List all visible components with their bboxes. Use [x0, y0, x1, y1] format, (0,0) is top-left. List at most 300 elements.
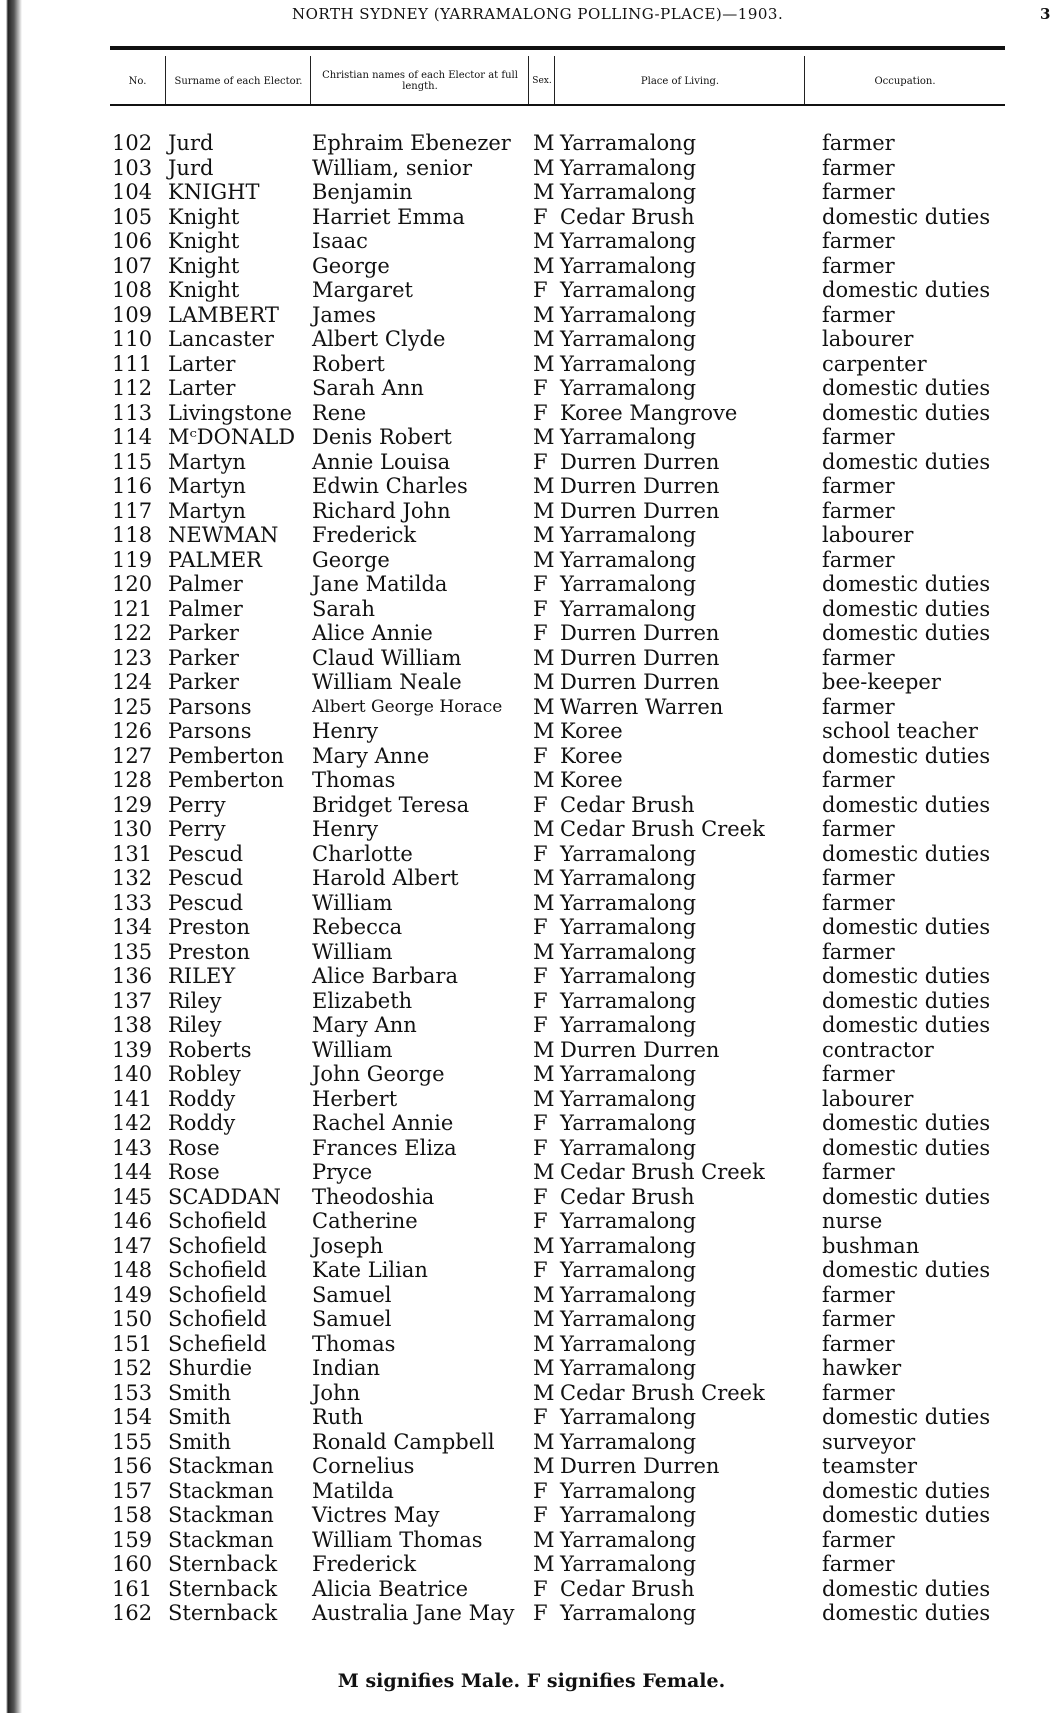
- elector-number: 138: [112, 1013, 153, 1037]
- elector-place: Yarramalong: [560, 1429, 697, 1454]
- elector-row: [0, 499, 1063, 523]
- elector-number: 162: [112, 1601, 153, 1625]
- elector-occupation: farmer: [822, 1331, 895, 1356]
- elector-number: 144: [112, 1160, 153, 1184]
- elector-sex: F: [533, 376, 548, 400]
- elector-occupation: contractor: [822, 1037, 934, 1062]
- elector-number: 155: [112, 1429, 153, 1454]
- elector-christian-names: Mary Anne: [312, 743, 430, 768]
- elector-sex: M: [533, 890, 555, 915]
- elector-place: Yarramalong: [560, 229, 697, 253]
- elector-surname: Rose: [168, 1160, 220, 1184]
- elector-row: [0, 670, 1063, 694]
- column-header-rule: [110, 104, 1005, 106]
- elector-christian-names: Sarah: [312, 596, 375, 621]
- elector-christian-names: Catherine: [312, 1209, 418, 1233]
- elector-occupation: nurse: [822, 1209, 883, 1233]
- elector-number: 134: [112, 915, 153, 939]
- elector-row: [0, 1601, 1063, 1625]
- elector-surname: Smith: [168, 1380, 231, 1405]
- elector-sex: M: [533, 523, 555, 547]
- elector-christian-names: Henry: [312, 817, 379, 841]
- elector-sex: M: [533, 694, 555, 719]
- elector-sex: F: [533, 841, 548, 866]
- elector-number: 133: [112, 890, 153, 915]
- elector-number: 161: [112, 1576, 153, 1601]
- elector-surname: LAMBERT: [168, 302, 279, 327]
- elector-row: [0, 768, 1063, 792]
- elector-surname: Smith: [168, 1405, 231, 1429]
- elector-surname: Stackman: [168, 1478, 274, 1503]
- elector-number: 140: [112, 1062, 153, 1086]
- elector-row: [0, 1381, 1063, 1405]
- elector-row: [0, 1087, 1063, 1111]
- elector-number: 113: [112, 400, 153, 425]
- elector-christian-names: Richard John: [312, 498, 451, 523]
- elector-number: 159: [112, 1527, 153, 1552]
- elector-christian-names: George: [312, 547, 390, 572]
- elector-place: Yarramalong: [560, 351, 697, 376]
- elector-occupation: domestic duties: [822, 1478, 991, 1503]
- col-header-occupation: Occupation.: [804, 56, 1005, 106]
- elector-surname: Schofield: [168, 1233, 267, 1258]
- elector-place: Durren Durren: [560, 645, 720, 670]
- elector-row: [0, 989, 1063, 1013]
- elector-christian-names: Thomas: [312, 1331, 396, 1356]
- col-header-no: No.: [128, 75, 147, 87]
- elector-surname: Sternback: [168, 1576, 278, 1601]
- elector-place: Durren Durren: [560, 1454, 720, 1478]
- elector-place: Yarramalong: [560, 939, 697, 964]
- elector-sex: F: [533, 1576, 548, 1601]
- elector-number: 118: [112, 523, 153, 547]
- elector-row: [0, 303, 1063, 327]
- col-header-sex: Sex.: [528, 56, 555, 106]
- elector-christian-names: George: [312, 253, 390, 278]
- elector-occupation: domestic duties: [822, 278, 991, 302]
- elector-sex: F: [533, 1135, 548, 1160]
- elector-christian-names: William: [312, 1037, 393, 1062]
- elector-christian-names: Matilda: [312, 1478, 394, 1503]
- elector-number: 151: [112, 1331, 153, 1356]
- elector-christian-names: Frances Eliza: [312, 1135, 457, 1160]
- elector-christian-names: Harriet Emma: [312, 204, 465, 229]
- elector-occupation: farmer: [822, 768, 895, 792]
- elector-number: 146: [112, 1209, 153, 1233]
- elector-surname: Pemberton: [168, 743, 285, 768]
- elector-row: [0, 401, 1063, 425]
- elector-place: Warren Warren: [560, 694, 724, 719]
- elector-surname: Preston: [168, 915, 250, 939]
- elector-row: [0, 327, 1063, 351]
- elector-surname: Parsons: [168, 719, 252, 743]
- elector-occupation: farmer: [822, 866, 895, 890]
- elector-number: 110: [112, 327, 153, 351]
- elector-surname: Perry: [168, 817, 226, 841]
- elector-occupation: farmer: [822, 817, 895, 841]
- elector-sex: M: [533, 719, 555, 743]
- elector-christian-names: Kate Lilian: [312, 1258, 428, 1282]
- col-header-christian: Christian names of each Elector at full length.: [310, 56, 529, 106]
- elector-place: Durren Durren: [560, 498, 720, 523]
- elector-number: 128: [112, 768, 153, 792]
- elector-sex: F: [533, 1478, 548, 1503]
- elector-occupation: farmer: [822, 890, 895, 915]
- elector-number: 150: [112, 1307, 153, 1331]
- elector-row: [0, 1111, 1063, 1135]
- elector-row: [0, 131, 1063, 155]
- elector-surname: Palmer: [168, 572, 243, 596]
- elector-row: [0, 646, 1063, 670]
- elector-surname: Pescud: [168, 890, 244, 915]
- col-header-surname: Surname of each Elector.: [165, 56, 311, 106]
- elector-christian-names: Samuel: [312, 1282, 392, 1307]
- elector-christian-names: Ronald Campbell: [312, 1429, 495, 1454]
- elector-christian-names: John: [312, 1380, 361, 1405]
- elector-surname: Jurd: [168, 155, 214, 180]
- elector-sex: F: [533, 964, 548, 988]
- elector-surname: Livingstone: [168, 400, 293, 425]
- elector-number: 127: [112, 743, 153, 768]
- elector-sex: M: [533, 645, 555, 670]
- elector-row: [0, 376, 1063, 400]
- elector-christian-names: Alice Barbara: [312, 964, 458, 988]
- elector-christian-names: Isaac: [312, 229, 368, 253]
- elector-place: Yarramalong: [560, 1233, 697, 1258]
- elector-number: 149: [112, 1282, 153, 1307]
- elector-occupation: farmer: [822, 645, 895, 670]
- elector-row: [0, 572, 1063, 596]
- elector-place: Yarramalong: [560, 425, 697, 449]
- elector-occupation: domestic duties: [822, 1135, 991, 1160]
- elector-row: [0, 719, 1063, 743]
- elector-number: 137: [112, 988, 153, 1013]
- elector-sex: M: [533, 1037, 555, 1062]
- elector-christian-names: Indian: [312, 1356, 381, 1380]
- elector-number: 112: [112, 376, 153, 400]
- elector-place: Cedar Brush: [560, 204, 695, 229]
- elector-surname: Knight: [168, 253, 240, 278]
- elector-number: 132: [112, 866, 153, 890]
- elector-occupation: labourer: [822, 523, 914, 547]
- elector-christian-names: William Neale: [312, 670, 462, 694]
- elector-row: [0, 597, 1063, 621]
- elector-christian-names: Ruth: [312, 1405, 364, 1429]
- elector-christian-names: Albert George Horace: [312, 696, 503, 717]
- elector-row: [0, 278, 1063, 302]
- elector-sex: M: [533, 1552, 555, 1576]
- elector-row: [0, 1528, 1063, 1552]
- elector-number: 123: [112, 645, 153, 670]
- elector-row: [0, 1307, 1063, 1331]
- elector-occupation: farmer: [822, 694, 895, 719]
- elector-place: Yarramalong: [560, 915, 697, 939]
- elector-place: Cedar Brush: [560, 1576, 695, 1601]
- elector-place: Yarramalong: [560, 253, 697, 278]
- elector-row: [0, 1136, 1063, 1160]
- elector-occupation: farmer: [822, 1282, 895, 1307]
- elector-place: Yarramalong: [560, 1209, 697, 1233]
- elector-occupation: domestic duties: [822, 1184, 991, 1209]
- elector-number: 156: [112, 1454, 153, 1478]
- elector-surname: Sternback: [168, 1601, 278, 1625]
- elector-place: Yarramalong: [560, 1062, 697, 1086]
- elector-number: 102: [112, 131, 153, 155]
- elector-christian-names: Thomas: [312, 768, 396, 792]
- elector-surname: Stackman: [168, 1527, 274, 1552]
- elector-sex: F: [533, 1209, 548, 1233]
- elector-sex: M: [533, 1307, 555, 1331]
- elector-number: 148: [112, 1258, 153, 1282]
- elector-occupation: farmer: [822, 1307, 895, 1331]
- elector-surname: Robley: [168, 1062, 241, 1086]
- elector-surname: Pescud: [168, 841, 244, 866]
- elector-row: [0, 254, 1063, 278]
- elector-occupation: farmer: [822, 1160, 895, 1184]
- elector-number: 143: [112, 1135, 153, 1160]
- elector-sex: M: [533, 1380, 555, 1405]
- elector-number: 122: [112, 621, 153, 645]
- elector-number: 135: [112, 939, 153, 964]
- elector-sex: M: [533, 155, 555, 180]
- elector-row: [0, 1038, 1063, 1062]
- elector-christian-names: Ephraim Ebenezer: [312, 131, 511, 155]
- elector-christian-names: Charlotte: [312, 841, 413, 866]
- elector-number: 108: [112, 278, 153, 302]
- elector-number: 142: [112, 1111, 153, 1135]
- elector-place: Yarramalong: [560, 155, 697, 180]
- elector-place: Yarramalong: [560, 841, 697, 866]
- elector-surname: NEWMAN: [168, 523, 279, 547]
- elector-place: Cedar Brush Creek: [560, 817, 765, 841]
- elector-row: [0, 1430, 1063, 1454]
- elector-occupation: domestic duties: [822, 1601, 991, 1625]
- elector-surname: Schofield: [168, 1209, 267, 1233]
- elector-surname: Parsons: [168, 694, 252, 719]
- elector-surname: RILEY: [168, 964, 236, 988]
- elector-sex: M: [533, 547, 555, 572]
- elector-sex: F: [533, 400, 548, 425]
- elector-sex: M: [533, 939, 555, 964]
- elector-surname: Martyn: [168, 474, 246, 498]
- elector-place: Yarramalong: [560, 1111, 697, 1135]
- elector-place: Durren Durren: [560, 621, 720, 645]
- elector-occupation: domestic duties: [822, 964, 991, 988]
- elector-number: 104: [112, 180, 153, 204]
- elector-surname: Preston: [168, 939, 250, 964]
- elector-place: Durren Durren: [560, 1037, 720, 1062]
- elector-surname: Roddy: [168, 1111, 236, 1135]
- elector-surname: Larter: [168, 351, 236, 376]
- elector-place: Yarramalong: [560, 1307, 697, 1331]
- elector-row: [0, 450, 1063, 474]
- elector-surname: Stackman: [168, 1454, 274, 1478]
- elector-occupation: farmer: [822, 1380, 895, 1405]
- elector-row: [0, 1160, 1063, 1184]
- elector-sex: F: [533, 988, 548, 1013]
- elector-number: 114: [112, 425, 153, 449]
- elector-row: [0, 842, 1063, 866]
- elector-occupation: domestic duties: [822, 204, 991, 229]
- elector-surname: Parker: [168, 670, 239, 694]
- elector-sex: M: [533, 1356, 555, 1380]
- elector-christian-names: John George: [312, 1062, 445, 1086]
- elector-row: [0, 229, 1063, 253]
- elector-row: [0, 940, 1063, 964]
- elector-number: 125: [112, 694, 153, 719]
- header-rule: [110, 46, 1005, 50]
- elector-christian-names: Joseph: [312, 1233, 384, 1258]
- elector-row: [0, 695, 1063, 719]
- elector-occupation: domestic duties: [822, 743, 991, 768]
- elector-occupation: domestic duties: [822, 449, 991, 474]
- elector-number: 145: [112, 1184, 153, 1209]
- elector-surname: Stackman: [168, 1503, 274, 1527]
- elector-christian-names: Denis Robert: [312, 425, 452, 449]
- elector-sex: F: [533, 1111, 548, 1135]
- elector-christian-names: Henry: [312, 719, 379, 743]
- elector-surname: Schofield: [168, 1307, 267, 1331]
- elector-row: [0, 425, 1063, 449]
- elector-sex: F: [533, 278, 548, 302]
- elector-row: [0, 1479, 1063, 1503]
- elector-sex: F: [533, 449, 548, 474]
- elector-christian-names: William Thomas: [312, 1527, 483, 1552]
- elector-occupation: carpenter: [822, 351, 927, 376]
- elector-place: Yarramalong: [560, 131, 697, 155]
- elector-surname: SCADDAN: [168, 1184, 281, 1209]
- elector-occupation: domestic duties: [822, 1576, 991, 1601]
- elector-occupation: farmer: [822, 180, 895, 204]
- elector-row: [0, 915, 1063, 939]
- page-title: NORTH SYDNEY (YARRAMALONG POLLING-PLACE)—1903.: [292, 5, 784, 23]
- elector-surname: Riley: [168, 1013, 222, 1037]
- elector-place: Yarramalong: [560, 988, 697, 1013]
- elector-row: [0, 1234, 1063, 1258]
- elector-place: Yarramalong: [560, 278, 697, 302]
- elector-number: 158: [112, 1503, 153, 1527]
- elector-occupation: farmer: [822, 1552, 895, 1576]
- elector-occupation: domestic duties: [822, 1111, 991, 1135]
- elector-place: Yarramalong: [560, 1503, 697, 1527]
- elector-row: [0, 1552, 1063, 1576]
- elector-sex: F: [533, 1601, 548, 1625]
- elector-place: Cedar Brush: [560, 1184, 695, 1209]
- elector-number: 139: [112, 1037, 153, 1062]
- elector-christian-names: Jane Matilda: [312, 572, 448, 596]
- elector-number: 152: [112, 1356, 153, 1380]
- elector-occupation: hawker: [822, 1356, 902, 1380]
- elector-christian-names: Rene: [312, 400, 367, 425]
- elector-place: Yarramalong: [560, 1331, 697, 1356]
- elector-row: [0, 793, 1063, 817]
- elector-sex: M: [533, 229, 555, 253]
- elector-place: Yarramalong: [560, 523, 697, 547]
- elector-occupation: labourer: [822, 1086, 914, 1111]
- elector-place: Yarramalong: [560, 547, 697, 572]
- elector-sex: F: [533, 1258, 548, 1282]
- elector-occupation: labourer: [822, 327, 914, 351]
- elector-place: Yarramalong: [560, 866, 697, 890]
- elector-occupation: domestic duties: [822, 400, 991, 425]
- elector-surname: Shurdie: [168, 1356, 253, 1380]
- elector-row: [0, 1062, 1063, 1086]
- elector-surname: Riley: [168, 988, 222, 1013]
- elector-christian-names: Frederick: [312, 523, 417, 547]
- elector-number: 117: [112, 498, 153, 523]
- elector-place: Koree: [560, 768, 623, 792]
- elector-row: [0, 1405, 1063, 1429]
- elector-occupation: domestic duties: [822, 1503, 991, 1527]
- elector-place: Durren Durren: [560, 670, 720, 694]
- elector-place: Cedar Brush Creek: [560, 1160, 765, 1184]
- elector-christian-names: Rachel Annie: [312, 1111, 454, 1135]
- elector-number: 126: [112, 719, 153, 743]
- elector-sex: M: [533, 327, 555, 351]
- elector-sex: F: [533, 743, 548, 768]
- elector-number: 103: [112, 155, 153, 180]
- elector-occupation: domestic duties: [822, 376, 991, 400]
- elector-sex: F: [533, 204, 548, 229]
- elector-christian-names: Alice Annie: [312, 621, 433, 645]
- elector-surname: KNIGHT: [168, 180, 260, 204]
- elector-occupation: bushman: [822, 1233, 920, 1258]
- elector-place: Yarramalong: [560, 376, 697, 400]
- elector-occupation: farmer: [822, 425, 895, 449]
- elector-sex: F: [533, 1503, 548, 1527]
- elector-sex: F: [533, 792, 548, 817]
- elector-surname: Pemberton: [168, 768, 285, 792]
- elector-christian-names: William: [312, 890, 393, 915]
- elector-sex: M: [533, 817, 555, 841]
- elector-christian-names: Claud William: [312, 645, 462, 670]
- elector-christian-names: Robert: [312, 351, 385, 376]
- elector-surname: Parker: [168, 621, 239, 645]
- elector-christian-names: Alicia Beatrice: [312, 1576, 469, 1601]
- elector-christian-names: Albert Clyde: [312, 327, 446, 351]
- elector-place: Cedar Brush: [560, 792, 695, 817]
- elector-number: 109: [112, 302, 153, 327]
- elector-row: [0, 1332, 1063, 1356]
- elector-number: 141: [112, 1086, 153, 1111]
- elector-number: 106: [112, 229, 153, 253]
- elector-occupation: domestic duties: [822, 841, 991, 866]
- elector-place: Yarramalong: [560, 1086, 697, 1111]
- elector-number: 111: [112, 351, 153, 376]
- elector-sex: M: [533, 1429, 555, 1454]
- elector-row: [0, 523, 1063, 547]
- elector-place: Yarramalong: [560, 1552, 697, 1576]
- elector-row: [0, 156, 1063, 180]
- elector-number: 129: [112, 792, 153, 817]
- elector-place: Yarramalong: [560, 1478, 697, 1503]
- elector-christian-names: Rebecca: [312, 915, 403, 939]
- elector-surname: MᶜDONALD: [168, 425, 296, 449]
- elector-surname: Rose: [168, 1135, 220, 1160]
- elector-sex: M: [533, 1527, 555, 1552]
- elector-place: Koree: [560, 719, 623, 743]
- elector-place: Yarramalong: [560, 572, 697, 596]
- elector-row: [0, 1577, 1063, 1601]
- elector-row: [0, 1503, 1063, 1527]
- elector-christian-names: Frederick: [312, 1552, 417, 1576]
- elector-christian-names: Sarah Ann: [312, 376, 424, 400]
- elector-sex: M: [533, 131, 555, 155]
- elector-christian-names: James: [312, 302, 377, 327]
- elector-sex: M: [533, 768, 555, 792]
- elector-row: [0, 180, 1063, 204]
- elector-place: Yarramalong: [560, 1135, 697, 1160]
